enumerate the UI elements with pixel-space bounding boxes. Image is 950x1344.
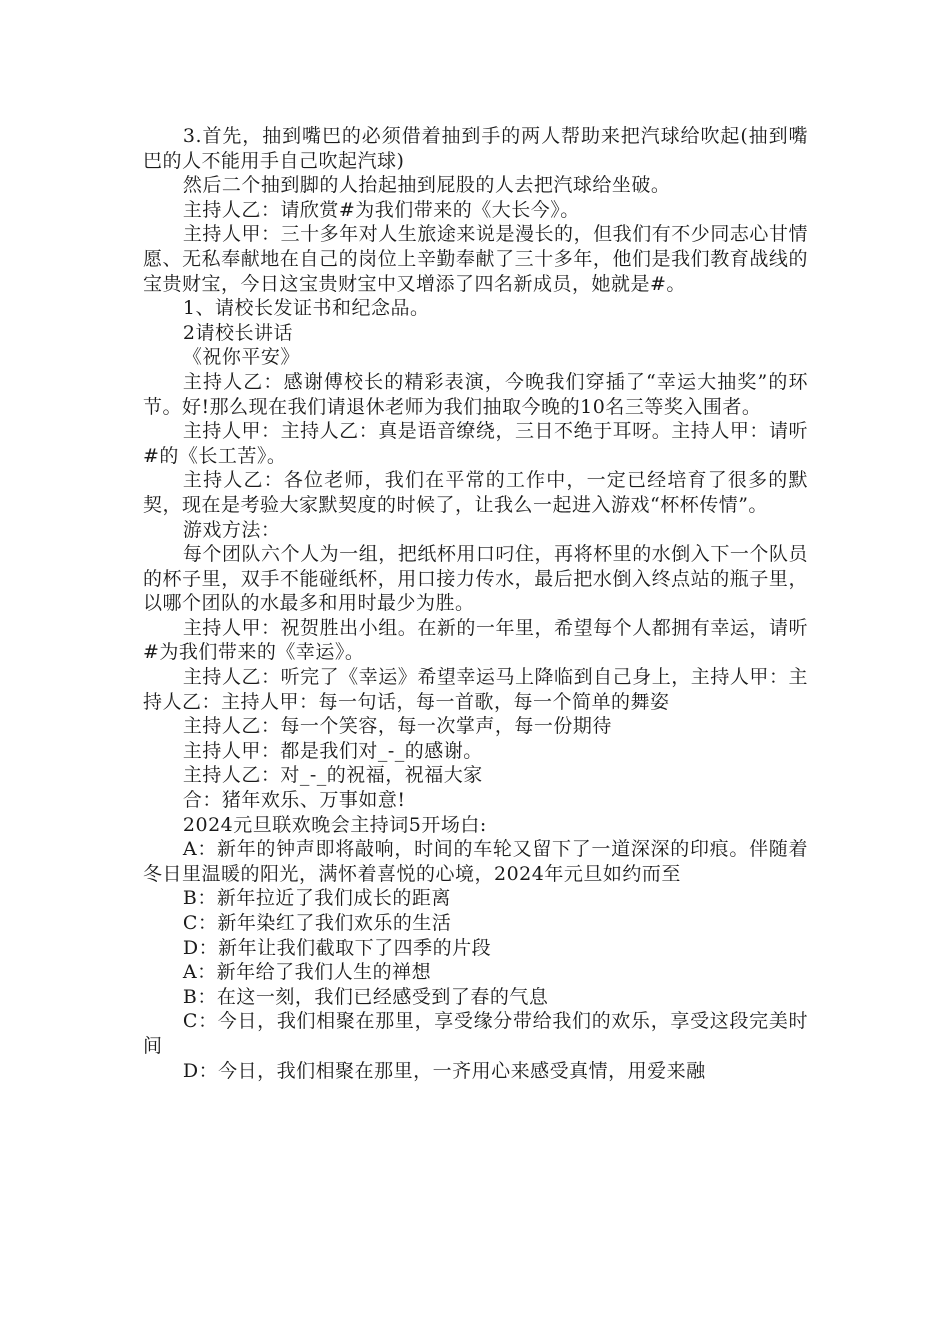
paragraph: 主持人乙：感谢傅校长的精彩表演，今晚我们穿插了“幸运大抽奖”的环节。好!那么现在我们请退休老师为我们抽取今晚的10名三等奖入围者。 — [143, 370, 808, 418]
paragraph: 游戏方法： — [182, 518, 281, 541]
paragraph: 主持人甲：都是我们对_-_的感谢。 — [182, 739, 483, 762]
paragraph: 合：猪年欢乐、万事如意! — [182, 789, 406, 812]
paragraph: 《祝你平安》 — [182, 346, 300, 369]
paragraph: C：今日，我们相聚在那里，享受缘分带给我们的欢乐，享受这段完美时间 — [143, 1010, 808, 1057]
paragraph: A：新年的钟声即将敲响，时间的车轮又留下了一道深深的印痕。伴随着冬日里温暖的阳光，满怀着喜悦的心境，2024年元旦如约而至 — [143, 838, 808, 885]
paragraph: 2024元旦联欢晚会主持词5开场白: — [182, 813, 487, 836]
paragraph: C：新年染红了我们欢乐的生活 — [182, 912, 452, 934]
paragraph: 主持人乙：请欣赏#为我们带来的《大长今》。 — [182, 198, 580, 221]
paragraph: D：新年让我们截取下了四季的片段 — [182, 936, 492, 959]
document-page — [143, 124, 808, 1083]
paragraph: 主持人乙：对_-_的祝福，祝福大家 — [182, 764, 483, 787]
paragraph: B：新年拉近了我们成长的距离 — [182, 887, 451, 910]
paragraph: 主持人乙：每一个笑容，每一次掌声，每一份期待 — [182, 715, 612, 738]
paragraph: B：在这一刻，我们已经感受到了春的气息 — [182, 985, 549, 1008]
paragraph: 每个团队六个人为一组，把纸杯用口叼住，再将杯里的水倒入下一个队员的杯子里，双手不能碰纸杯，用口接力传水，最后把水倒入终点站的瓶子里，以哪个团队的水最多和用时最少为胜。 — [143, 543, 808, 615]
paragraph: 主持人甲：主持人乙：真是语音缭绕，三日不绝于耳呀。主持人甲：请听#的《长工苦》。 — [143, 420, 808, 467]
paragraph: 主持人甲：祝贺胜出小组。在新的一年里，希望每个人都拥有幸运，请听#为我们带来的《幸运》。 — [143, 616, 808, 664]
paragraph: D：今日，我们相聚在那里，一齐用心来感受真情，用爱来融 — [182, 1059, 706, 1082]
paragraph: 2请校长讲话 — [182, 321, 293, 344]
paragraph: A：新年给了我们人生的禅想 — [182, 961, 432, 984]
paragraph: 3.首先，抽到嘴巴的必须借着抽到手的两人帮助来把汽球给吹起(抽到嘴巴的人不能用手自己吹起汽球) — [143, 125, 808, 172]
paragraph: 然后二个抽到脚的人抬起抽到屁股的人去把汽球给坐破。 — [182, 174, 671, 197]
paragraph: 1、请校长发证书和纪念品。 — [182, 297, 430, 320]
paragraph: 主持人乙：各位老师，我们在平常的工作中，一定已经培育了很多的默契，现在是考验大家默契度的时候了，让我么一起进入游戏“杯杯传情”。 — [143, 469, 808, 516]
paragraph: 主持人乙：听完了《幸运》希望幸运马上降临到自己身上，主持人甲：主持人乙：主持人甲：每一句话，每一首歌，每一个简单的舞姿 — [143, 666, 808, 713]
paragraph: 主持人甲：三十多年对人生旅途来说是漫长的，但我们有不少同志心甘情愿、无私奉献地在自己的岗位上辛勤奉献了三十多年，他们是我们教育战线的宝贵财宝，今日这宝贵财宝中又增添了四名新成员，她就是#。 — [143, 223, 808, 295]
